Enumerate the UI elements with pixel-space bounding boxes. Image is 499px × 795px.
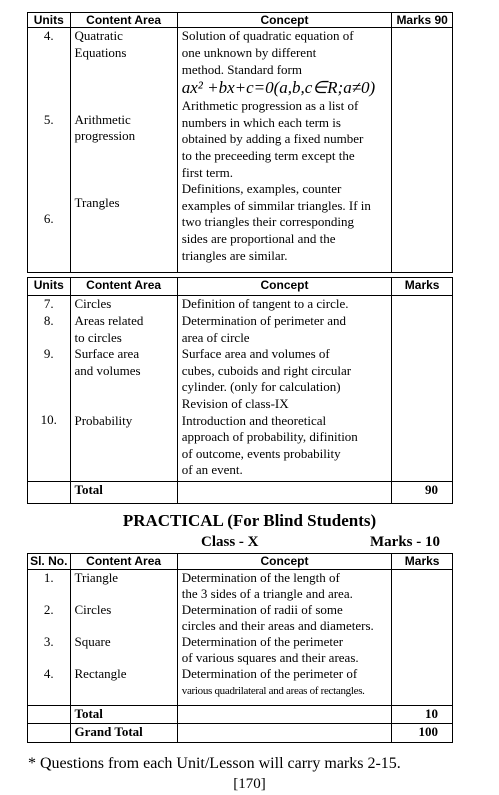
concept-column [177,569,392,705]
total-value: 90 [392,482,453,504]
concept-text: Solution of quadratic equation of one unknown by different method. Standard form [181,28,354,77]
concept-text: Determination of the perimeter of various quadrilateral and areas of rectangles. [181,665,365,697]
unit-number: 4. [43,28,54,44]
class-label: Class - X [201,534,259,550]
total-row [28,705,453,724]
marks-column [392,296,453,482]
header-content-area: Content Area [70,278,177,296]
unit-number-column [28,28,71,273]
unit-number: 5. [43,111,54,127]
standard-form-formula: ax² +bx+c=0(a,b,c∈R;a≠0) [181,78,376,98]
marks-column [392,569,453,705]
content-area-column [70,28,177,273]
content-area: Surface area and volumes [74,346,141,378]
header-sl-no: Sl. No. [28,554,71,570]
content-area: Arithmetic progression [74,111,136,144]
unit-number: 7. [43,296,54,312]
footnote: * Questions from each Unit/Lesson will carry marks 2-15. [28,755,401,772]
concept-text: Definition of tangent to a circle. [181,296,349,312]
header-marks: Marks 90 [392,13,453,28]
serial-number: 1. [43,569,54,585]
header-concept: Concept [177,554,392,570]
unit-number: 9. [43,345,54,361]
table-body-row [28,296,453,482]
header-concept: Concept [177,278,392,296]
content-area: Circles [74,296,112,312]
grand-total-label: Grand Total [70,724,177,743]
unit-number: 8. [43,313,54,328]
content-area: Trangles [74,194,120,210]
concept-text: Introduction and theoretical approach of probability, difinition of outcome, events probability of an event. [181,412,358,478]
content-area-column [70,296,177,482]
grand-total-row [28,724,453,743]
header-content-area: Content Area [70,554,177,570]
header-marks: Marks [392,278,453,296]
unit-number-column [28,296,71,482]
concept-text: Determination of perimeter and area of circle [181,313,346,345]
header-units: Units [28,13,71,28]
page-number: [170] [233,776,266,792]
serial-number: 4. [43,665,54,681]
table-header-row [28,13,453,28]
content-area: Probability [74,413,133,429]
marks-label: Marks - 10 [370,534,440,550]
concept-column [177,28,392,273]
serial-number: 2. [43,601,54,617]
syllabus-table-1 [27,12,453,273]
marks-column [392,28,453,273]
total-row [28,482,453,504]
concept-text: Arithmetic progression as a list of numbers in which each term is obtained by adding a fixed number to the preceeding term except the first term. [181,98,364,180]
total-label: Total [70,482,177,504]
practical-title: PRACTICAL (For Blind Students) [122,511,377,530]
table-body-row [28,569,453,705]
total-label: Total [70,705,177,724]
table-header-row [28,554,453,570]
syllabus-table-2 [27,277,453,504]
concept-text: Determination of radii of some circles and their areas and diameters. [181,601,374,633]
content-area: Circles [74,601,112,617]
table-header-row [28,278,453,296]
content-area: Square [74,633,111,649]
content-area: Areas related to circles [74,313,144,345]
concept-text: Definitions, examples, counter examples of simmilar triangles. If in two triangles their corresponding sides are proportional and the triangles are similar. [181,181,371,263]
practical-table [27,553,453,743]
header-units: Units [28,278,71,296]
concept-text: Surface area and volumes of cubes, cuboids and right circular cylinder. (only for calculation) Revision of class-IX [181,346,352,411]
concept-text: Determination of the length of the 3 sides of a triangle and area. [181,569,353,601]
content-area: Triangle [74,569,119,585]
header-concept: Concept [177,13,392,28]
concept-text: Determination of the perimeter of various squares and their areas. [181,633,359,665]
content-area: Rectangle [74,665,127,681]
grand-total-value: 100 [392,724,453,743]
serial-number-column [28,569,71,705]
content-area: Quatratic Equations [74,28,127,61]
unit-number: 10. [40,412,57,428]
concept-column [177,296,392,482]
serial-number: 3. [43,633,54,649]
total-value: 10 [392,705,453,724]
header-content-area: Content Area [70,13,177,28]
table-body-row [28,28,453,273]
header-marks: Marks [392,554,453,570]
unit-number: 6. [43,210,54,226]
content-area-column [70,569,177,705]
